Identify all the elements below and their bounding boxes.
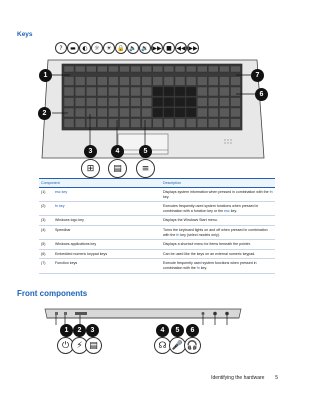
keyboard-key [231, 66, 241, 72]
keyboard-key [197, 87, 207, 96]
keyboard-key [75, 77, 85, 86]
keyboard-key [108, 87, 118, 96]
description-cell [161, 259, 275, 273]
description-header [161, 179, 275, 188]
display-icon: ▬ [67, 42, 79, 54]
components-table [39, 178, 275, 274]
description-text-end: key. [163, 194, 170, 199]
keyboard-key [86, 66, 96, 72]
front-callout-2: 2 [73, 324, 86, 337]
next-track-icon: ▶▶ [187, 42, 199, 54]
description-key: fn [269, 190, 273, 194]
keyboard-key [97, 108, 107, 117]
description-text: Displays the Windows Start menu. [163, 218, 218, 223]
front-callout-4: 4 [156, 324, 169, 337]
keyboard-key [153, 108, 163, 117]
play-pause-icon: ▶▶ [151, 42, 163, 54]
description-text-end: key (select models only). [179, 232, 220, 237]
page-number: 5 [275, 375, 278, 381]
keyboard-key [164, 119, 174, 128]
table-row [39, 249, 275, 259]
description-cell [161, 249, 275, 259]
keyboard-key [142, 66, 152, 72]
previous-track-icon: ◀◀ [175, 42, 187, 54]
keyboard-key [219, 98, 229, 107]
wireless-icon: ☊ [154, 337, 171, 354]
table-header-row [39, 179, 275, 188]
keyboard-key [175, 66, 185, 72]
footer-text: Identifying the hardware [211, 375, 265, 381]
component-number: (7) [41, 261, 46, 266]
help-icon: ? [55, 42, 67, 54]
callout-5: 5 [139, 145, 152, 158]
stop-icon: ■ [163, 42, 175, 54]
keyboard-key [142, 119, 152, 128]
keyboard-key [86, 87, 96, 96]
callout-1: 1 [39, 69, 52, 82]
description-key: esc [224, 208, 230, 213]
keyboard-key [153, 119, 163, 128]
keyboard-key [120, 119, 130, 128]
keyboard-key [231, 77, 241, 86]
keyboard-key [131, 98, 141, 107]
component-cell [39, 225, 161, 239]
keyboard-key [108, 98, 118, 107]
callout-2: 2 [38, 107, 51, 120]
table-row [39, 225, 275, 239]
component-number: (5) [41, 242, 46, 247]
lock-icon: 🔒 [115, 42, 127, 54]
keyboard-key [231, 98, 241, 107]
keyboard-key [97, 77, 107, 86]
component-name: Windows applications key [55, 242, 97, 247]
description-text-end: key. [229, 208, 238, 213]
component-name: Windows logo key [55, 218, 84, 223]
keyboard-key [219, 77, 229, 86]
description-text-end: key. [199, 265, 208, 270]
keyboard-key [142, 77, 152, 86]
keyboard-key [208, 108, 218, 117]
description-cell [161, 240, 275, 250]
component-name: Speedbar [55, 227, 71, 232]
component-cell [39, 249, 161, 259]
keyboard-key [208, 77, 218, 86]
keyboard-key [64, 66, 74, 72]
keyboard-key [120, 66, 130, 72]
description-key: fn [196, 265, 200, 270]
keyboard-key [175, 119, 185, 128]
keyboard-key [64, 87, 74, 96]
keyboard-key [231, 108, 241, 117]
keyboard-key [75, 98, 85, 107]
table-row [39, 259, 275, 273]
keyboard-illustration [40, 54, 265, 164]
keyboard-key [75, 119, 85, 128]
keyboard-key [219, 119, 229, 128]
keyboard-key [164, 77, 174, 86]
component-name: Function keys [55, 261, 78, 266]
keyboard-key [120, 108, 130, 117]
keyboard-key [86, 108, 96, 117]
description-text: Executes frequently used system functions when pressed in combination with a function key or the [163, 204, 259, 213]
keyboard-key [75, 108, 85, 117]
keyboard-key [164, 98, 174, 107]
brightness-icon: ☼ [91, 42, 103, 54]
component-cell [39, 188, 161, 202]
keyboard-key [142, 87, 152, 96]
keyboard-key [64, 98, 74, 107]
callout-4: 4 [111, 145, 124, 158]
microphone-icon: 🎤 [169, 337, 186, 354]
keyboard-key [64, 77, 74, 86]
keyboard-key [108, 108, 118, 117]
table-row [39, 188, 275, 202]
keyboard-key [219, 66, 229, 72]
keyboard-key [97, 119, 107, 128]
keyboard-key [97, 66, 107, 72]
power-icon: ⏻ [57, 337, 74, 354]
keys-section-title: Keys [17, 31, 33, 38]
keyboard-key [186, 77, 196, 86]
keyboard-key [186, 87, 196, 96]
description-text: Can be used like the keys on an external numeric keypad. [163, 251, 256, 256]
keyboard-key [86, 77, 96, 86]
keyboard-key [131, 119, 141, 128]
keyboard-key [131, 87, 141, 96]
description-text: Displays a shortcut menu for items beneath the pointer. [163, 242, 251, 247]
keyboard-key [153, 87, 163, 96]
keyboard-key [197, 66, 207, 72]
description-header-label: Description [163, 181, 181, 185]
volume-up-icon: 🔉 [139, 42, 151, 54]
front-edge-illustration [43, 305, 243, 325]
component-number: (4) [41, 227, 46, 232]
callout-3: 3 [84, 145, 97, 158]
description-text: Turns the keyboard lights on and off when pressed in combination with the [163, 227, 268, 237]
component-number: (1) [41, 190, 46, 194]
front-callout-3: 3 [86, 324, 99, 337]
brightness-up-icon: ☀ [103, 42, 115, 54]
keyboard-key [231, 119, 241, 128]
component-number: (3) [41, 218, 46, 223]
keyboard-key [175, 108, 185, 117]
component-header [39, 179, 161, 188]
keyboard-key [97, 87, 107, 96]
keyboard-key [164, 87, 174, 96]
keyboard-key [175, 87, 185, 96]
keyboard-key [208, 87, 218, 96]
keyboard-key [186, 119, 196, 128]
description-cell [161, 225, 275, 239]
keyboard-key [131, 77, 141, 86]
component-cell [39, 240, 161, 250]
keyboard-key [120, 87, 130, 96]
keyboard-key [86, 119, 96, 128]
keyboard-key [175, 77, 185, 86]
keyboard-key [197, 119, 207, 128]
front-callout-6: 6 [186, 324, 199, 337]
keyboard-key [75, 66, 85, 72]
description-text: Displays system information when pressed in combination with the [163, 190, 270, 194]
headphone-icon: 🎧 [184, 337, 201, 354]
component-cell [39, 216, 161, 226]
description-cell [161, 188, 275, 202]
keyboard-key [164, 108, 174, 117]
description-cell [161, 202, 275, 216]
keyboard-key [75, 87, 85, 96]
keyboard-key [131, 108, 141, 117]
brightness-down-icon: ◐ [79, 42, 91, 54]
description-key: fn [176, 232, 180, 237]
component-name: esc key [55, 190, 68, 194]
windows-logo-icon: ⊞ [81, 159, 100, 178]
drive-light-icon: ▤ [85, 337, 102, 354]
volume-mute-icon: 🔈 [127, 42, 139, 54]
keyboard-key [186, 108, 196, 117]
component-cell [39, 202, 161, 216]
front-callout-5: 5 [171, 324, 184, 337]
keyboard-key [64, 108, 74, 117]
table-row [39, 202, 275, 216]
component-number: (2) [41, 204, 46, 209]
page-footer [211, 375, 278, 381]
keyboard-key [131, 66, 141, 72]
front-callout-1: 1 [60, 324, 73, 337]
front-components-title: Front components [17, 289, 88, 298]
keyboard-key [164, 66, 174, 72]
keyboard-key [64, 119, 74, 128]
component-number: (6) [41, 251, 46, 256]
keyboard-key [186, 66, 196, 72]
keyboard-key [142, 108, 152, 117]
keyboard-key [208, 98, 218, 107]
applications-key-icon: ≡ [136, 159, 155, 178]
table-row [39, 216, 275, 226]
keyboard-key [197, 98, 207, 107]
keyboard-key [197, 108, 207, 117]
keyboard-key [108, 66, 118, 72]
speedbar-icon: ▤ [108, 159, 127, 178]
keyboard-key [231, 87, 241, 96]
description-text: Execute frequently used system functions when pressed in combination with the [163, 261, 257, 270]
keyboard-key [108, 77, 118, 86]
component-name: Embedded numeric keypad keys [55, 251, 108, 256]
component-cell [39, 259, 161, 273]
keyboard-key [153, 66, 163, 72]
keyboard-key [120, 98, 130, 107]
callout-7: 7 [251, 69, 264, 82]
keyboard-key [97, 98, 107, 107]
keyboard-key [153, 98, 163, 107]
table-row [39, 240, 275, 250]
keyboard-key [208, 66, 218, 72]
keyboard-key [186, 98, 196, 107]
keyboard-key [120, 77, 130, 86]
callout-6: 6 [255, 88, 268, 101]
keyboard-key [219, 108, 229, 117]
keyboard-key [208, 119, 218, 128]
description-cell [161, 216, 275, 226]
charge-icon: ⚡ [71, 337, 88, 354]
keyboard-key [153, 77, 163, 86]
keyboard-key [197, 77, 207, 86]
component-header-label: Component [41, 181, 60, 185]
keyboard-key [86, 98, 96, 107]
keyboard-key [142, 98, 152, 107]
keyboard-key [175, 98, 185, 107]
component-name: fn key [55, 204, 65, 209]
keyboard-key [219, 87, 229, 96]
